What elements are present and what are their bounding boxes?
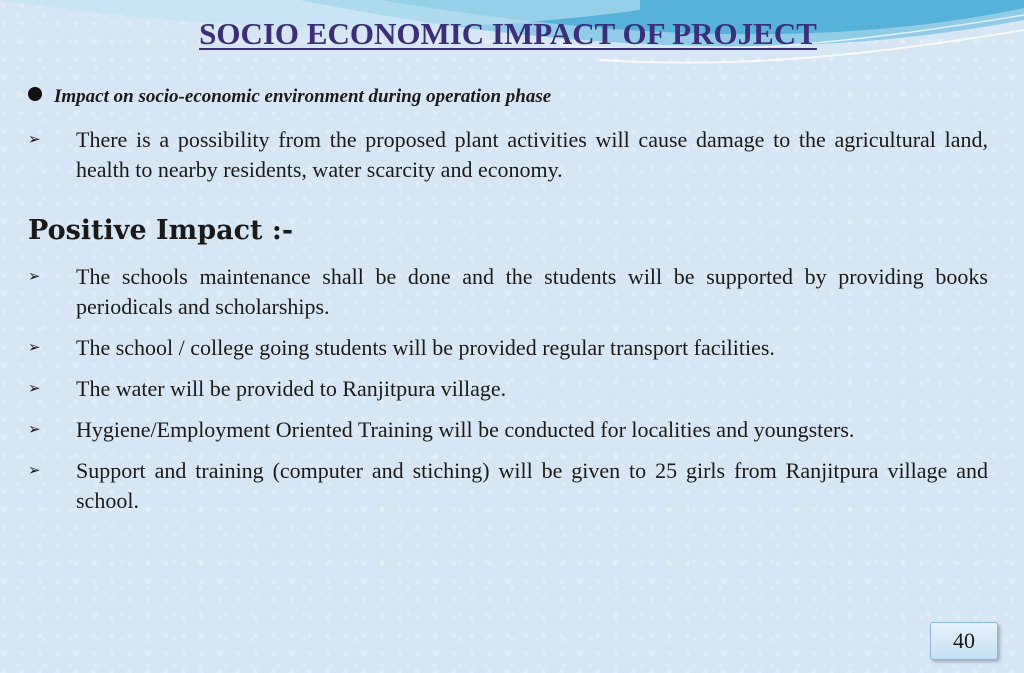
positive-list-item xyxy=(28,374,988,404)
positive-item-text: The water will be provided to Ranjitpura village. xyxy=(76,376,507,401)
positive-list-item xyxy=(28,456,988,516)
intro-item-text: There is a possibility from the proposed plant activities will cause damage to the agricultural land, health to nearby residents, water scarcity and economy. xyxy=(76,127,988,182)
positive-item-text: The schools maintenance shall be done and the students will be supported by providing books periodicals and scholarships. xyxy=(76,264,988,319)
subheading-text: Impact on socio-economic environment during operation phase xyxy=(54,86,552,107)
arrow-bullet-icon: ➢ xyxy=(28,381,41,397)
positive-item-text: Hygiene/Employment Oriented Training will be conducted for localities and youngsters. xyxy=(76,417,855,442)
arrow-bullet-icon: ➢ xyxy=(28,340,41,356)
slide-title: SOCIO ECONOMIC IMPACT OF PROJECT xyxy=(199,16,817,51)
arrow-bullet-icon: ➢ xyxy=(28,422,41,438)
positive-list-item xyxy=(28,333,988,363)
positive-item-text: Support and training (computer and stiching) will be given to 25 girls from Ranjitpura village and school. xyxy=(76,458,988,513)
positive-item-text: The school / college going students will be provided regular transport facilities. xyxy=(76,335,775,360)
bullet-dot-icon xyxy=(28,87,42,101)
intro-list-item xyxy=(28,125,988,185)
positive-list-item xyxy=(28,262,988,322)
arrow-bullet-icon: ➢ xyxy=(28,269,41,285)
page-number-badge: 40 xyxy=(930,622,998,660)
positive-impact-heading: Positive Impact :- xyxy=(28,215,294,246)
arrow-bullet-icon: ➢ xyxy=(28,132,41,148)
arrow-bullet-icon: ➢ xyxy=(28,463,41,479)
subheading xyxy=(28,86,988,108)
positive-list-item xyxy=(28,415,988,445)
